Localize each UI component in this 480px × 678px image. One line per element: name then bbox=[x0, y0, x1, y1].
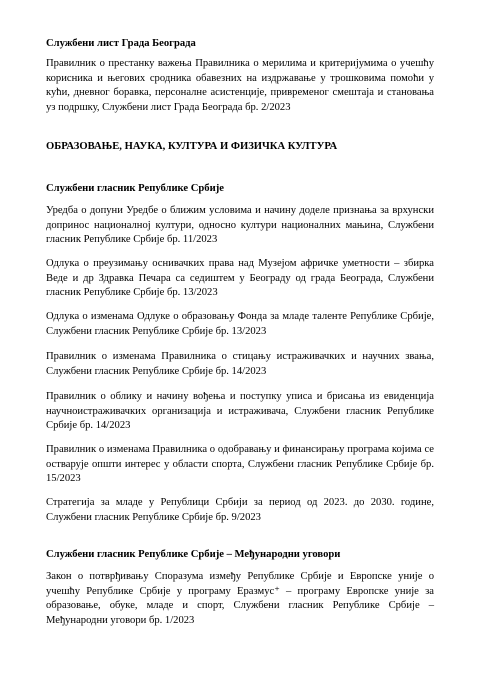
document-entry: Одлука о изменама Одлуке о образовању Фонда за младе таленте Републике Србије, Службени гласник Републике Србије бр. 13/2023 bbox=[46, 311, 434, 337]
category-title: ОБРАЗОВАЊЕ, НАУКА, КУЛТУРА И ФИЗИЧКА КУЛТУРА bbox=[46, 141, 338, 152]
section-heading-international-treaties: Службени гласник Републике Србије – Међународни уговори bbox=[46, 549, 341, 560]
section-heading-belgrade-gazette: Службени лист Града Београда bbox=[46, 38, 196, 49]
document-entry: Правилник о изменама Правилника о одобравању и финансирању програма којима се остварује општи интерес у области спорта, Службени гласник Републике Србије бр. 15/2023 bbox=[46, 444, 434, 485]
document-entry: Правилник о изменама Правилника о стицању истраживачких и научних звања, Службени гласник Републике Србије бр. 14/2023 bbox=[46, 351, 434, 377]
document-entry: Одлука о преузимању оснивачких права над Музејом афричке уметности – збирка Веде и др Здравка Печара са седиштем у Београду од града Београда, Службени гласник Републике Србије бр. 13/2023 bbox=[46, 258, 434, 299]
section-heading-serbia-gazette: Службени гласник Републике Србије bbox=[46, 183, 224, 194]
document-entry: Правилник о облику и начину вођења и поступку уписа и брисања из евиденција научноистраживачких организација и истраживача, Службени гласник Републике Србије бр. 14/2023 bbox=[46, 391, 434, 432]
document-entry: Закон о потврђивању Споразума између Републике Србије и Европске уније о учешћу Републике Србије у програму Еразмус⁺ – програму Европске уније за образовање, обуке, младе и спорт, Службени гласник Републике Србије – Међународни уговори бр. 1/2023 bbox=[46, 571, 434, 626]
document-entry: Уредба о допуни Уредбе о ближим условима и начину доделе признања за врхунски допринос националној култури, односно култури националних мањина, Службени гласник Републике Србије бр. 11/2023 bbox=[46, 205, 434, 246]
document-entry: Стратегија за младе у Републици Србији за период од 2023. до 2030. године, Службени гласник Републике Србије бр. 9/2023 bbox=[46, 497, 434, 523]
document-entry: Правилник о престанку важења Правилника о мерилима и критеријумима о учешћу корисника и његових сродника обавезних на издржавање у трошковима помоћи у кући, дневног боравка, персоналне асистенције, привременог смештаја и становања уз подршку, Службени лист Града Београда бр. 2/2023 bbox=[46, 58, 434, 113]
